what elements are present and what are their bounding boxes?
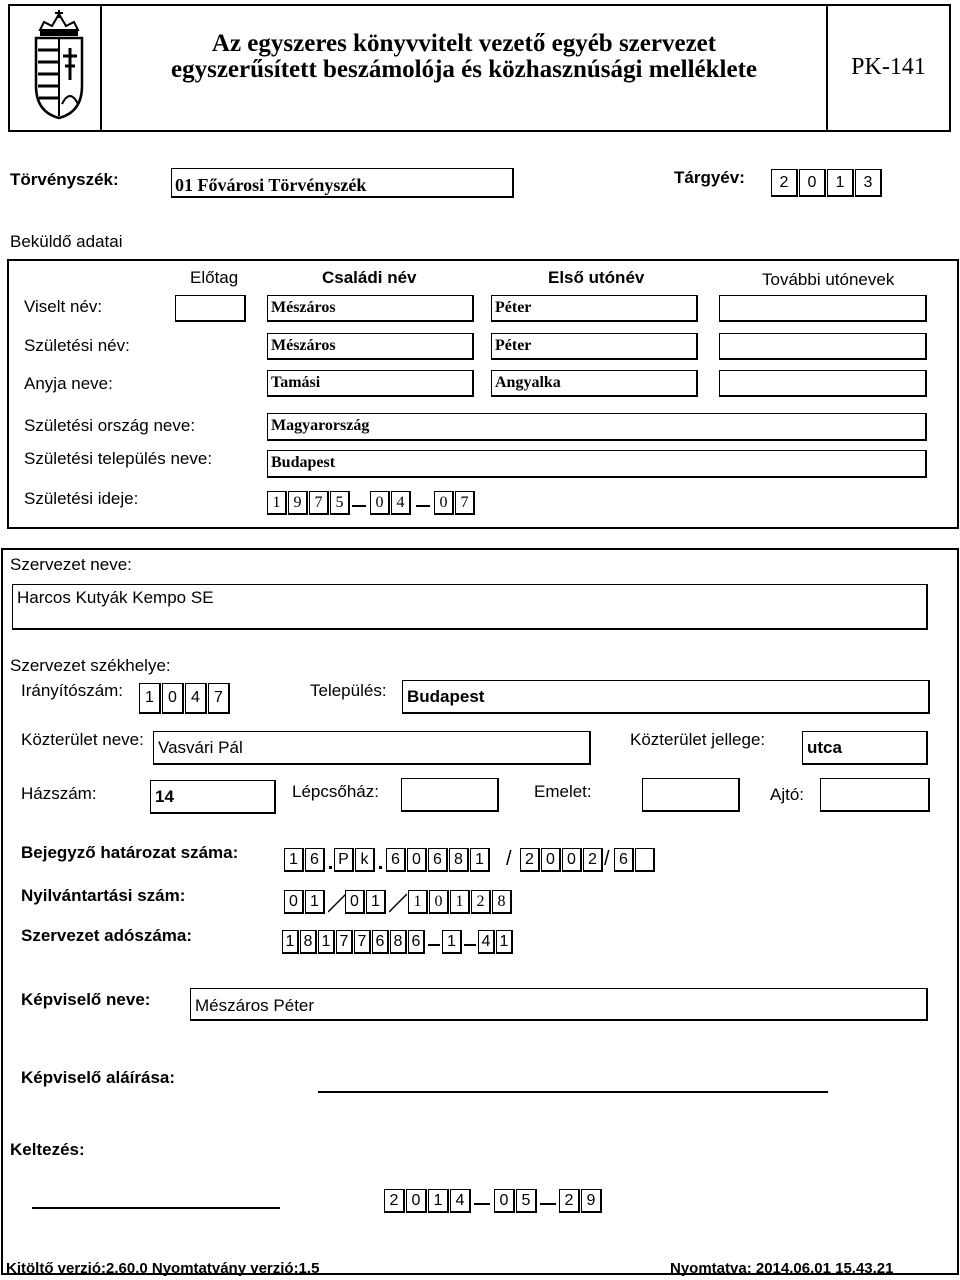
- birth-name-family-field[interactable]: Mészáros: [267, 333, 474, 360]
- slash-separator: /: [506, 848, 512, 870]
- digit-cell[interactable]: 6: [614, 848, 634, 872]
- digit-cell[interactable]: 1: [450, 890, 470, 914]
- street-label: Közterület neve:: [21, 730, 144, 749]
- digit-cell[interactable]: P: [334, 848, 354, 872]
- digit-cell[interactable]: 4: [478, 930, 495, 954]
- birth-city-field[interactable]: Budapest: [267, 450, 927, 478]
- digit-cell[interactable]: 6: [305, 848, 325, 872]
- signature-line: [318, 1091, 828, 1093]
- birth-day-cells: [434, 491, 476, 515]
- city-label: Település:: [310, 681, 387, 700]
- ruling-cells-e: [614, 848, 656, 872]
- digit-cell[interactable]: 4: [391, 491, 411, 515]
- birth-name-other-field[interactable]: [719, 333, 927, 360]
- digit-cell[interactable]: 8: [449, 848, 469, 872]
- place-line: [32, 1207, 280, 1209]
- dated-day-cells: [559, 1189, 603, 1213]
- digit-cell[interactable]: 2: [559, 1189, 580, 1213]
- representative-name-field[interactable]: Mészáros Péter: [190, 988, 928, 1021]
- tax-separator: [428, 944, 440, 946]
- mother-name-label: Anyja neve:: [24, 374, 113, 393]
- digit-cell[interactable]: 1: [496, 930, 513, 954]
- tax-cells-a: [282, 930, 426, 954]
- birth-year-cells: [267, 491, 351, 515]
- house-number-label: Házszám:: [21, 784, 97, 803]
- ruling-cells-b: [334, 848, 376, 872]
- digit-cell[interactable]: 2: [471, 890, 491, 914]
- floor-label: Emelet:: [534, 782, 592, 801]
- representative-signature-label: Képviselő aláírása:: [21, 1068, 176, 1087]
- sender-section-title: Beküldő adatai: [10, 232, 123, 251]
- digit-cell[interactable]: 1: [305, 890, 325, 914]
- door-field[interactable]: [820, 778, 930, 812]
- street-type-field[interactable]: utca: [802, 731, 928, 765]
- dated-month-cells: [494, 1189, 538, 1213]
- birth-country-label: Születési ország neve:: [24, 416, 196, 435]
- door-label: Ajtó:: [770, 785, 805, 804]
- date-separator: [416, 505, 430, 507]
- footer-version: Kitöltő verzió:2.60.0 Nyomtatvány verzió:1.5: [6, 1260, 320, 1277]
- dot-separator: [329, 866, 332, 869]
- org-name-label: Szervezet neve:: [10, 555, 132, 574]
- city-field[interactable]: Budapest: [402, 680, 930, 714]
- mother-name-family-field[interactable]: Tamási: [267, 370, 474, 397]
- digit-cell[interactable]: 4: [185, 683, 207, 714]
- digit-cell[interactable]: 0: [494, 1189, 515, 1213]
- digit-cell[interactable]: 5: [516, 1189, 537, 1213]
- digit-cell[interactable]: 7: [354, 930, 371, 954]
- date-separator: [474, 1203, 490, 1205]
- birth-date-label: Születési ideje:: [24, 489, 139, 508]
- digit-cell[interactable]: 0: [434, 491, 454, 515]
- digit-cell[interactable]: 1: [442, 930, 462, 954]
- tax-cells-b: [442, 930, 463, 954]
- digit-cell[interactable]: 6: [386, 848, 406, 872]
- digit-cell[interactable]: 8: [390, 930, 407, 954]
- dot-separator: [379, 866, 382, 869]
- birth-month-cells: [370, 491, 412, 515]
- birth-country-field[interactable]: Magyarország: [267, 413, 927, 441]
- digit-cell[interactable]: 7: [208, 683, 230, 714]
- col-prefix-header: Előtag: [190, 268, 239, 287]
- worn-name-family-field[interactable]: Mészáros: [267, 295, 474, 322]
- mother-name-other-field[interactable]: [719, 370, 927, 397]
- digit-cell[interactable]: 7: [455, 491, 475, 515]
- ruling-cells-d: [520, 848, 604, 872]
- col-other-header: További utónevek: [762, 270, 895, 289]
- tax-separator: [464, 944, 476, 946]
- digit-cell[interactable]: 1: [408, 890, 428, 914]
- date-separator: [540, 1203, 556, 1205]
- digit-cell[interactable]: 0: [345, 890, 365, 914]
- digit-cell[interactable]: 2: [520, 848, 540, 872]
- digit-cell[interactable]: 0: [370, 491, 390, 515]
- digit-cell[interactable]: 9: [581, 1189, 602, 1213]
- floor-field[interactable]: [642, 778, 740, 812]
- stairwell-label: Lépcsőház:: [292, 782, 379, 801]
- digit-cell[interactable]: 6: [408, 930, 425, 954]
- digit-cell[interactable]: k: [355, 848, 375, 872]
- reg-cells-b: [345, 890, 387, 914]
- digit-cell[interactable]: 0: [429, 890, 449, 914]
- tax-number-label: Szervezet adószáma:: [21, 926, 193, 945]
- digit-cell[interactable]: 0: [562, 848, 582, 872]
- digit-cell[interactable]: 1: [139, 683, 161, 714]
- year-label: Tárgyév:: [674, 168, 745, 187]
- dated-label: Keltezés:: [10, 1140, 85, 1159]
- org-name-field[interactable]: Harcos Kutyák Kempo SE: [12, 584, 928, 630]
- footer-printed: Nyomtatva: 2014.06.01 15.43.21: [670, 1260, 894, 1277]
- digit-cell[interactable]: 3: [855, 169, 882, 197]
- worn-name-other-field[interactable]: [719, 295, 927, 322]
- worn-name-first-field[interactable]: Péter: [491, 295, 698, 322]
- zip-cells: [139, 683, 231, 714]
- registration-number-label: Nyilvántartási szám:: [21, 886, 186, 905]
- form-title-line-2: egyszerűsített beszámolója és közhasznúsági melléklete: [171, 56, 757, 83]
- digit-cell[interactable]: 9: [288, 491, 308, 515]
- slash-separator: [328, 890, 346, 914]
- digit-cell[interactable]: 2: [583, 848, 603, 872]
- digit-cell[interactable]: [635, 848, 655, 872]
- birth-city-label: Születési település neve:: [24, 449, 213, 468]
- digit-cell[interactable]: 1: [827, 169, 854, 197]
- mother-name-first-field[interactable]: Angyalka: [491, 370, 698, 397]
- org-seat-label: Szervezet székhelye:: [10, 656, 171, 675]
- coat-of-arms-icon: [30, 8, 88, 120]
- dated-year-cells: [384, 1189, 472, 1213]
- digit-cell[interactable]: 0: [541, 848, 561, 872]
- digit-cell[interactable]: 0: [162, 683, 184, 714]
- digit-cell[interactable]: 7: [336, 930, 353, 954]
- worn-name-label: Viselt név:: [24, 297, 103, 316]
- digit-cell[interactable]: 7: [309, 491, 329, 515]
- house-number-field[interactable]: 14: [150, 780, 276, 814]
- digit-cell[interactable]: 1: [428, 1189, 449, 1213]
- digit-cell[interactable]: 5: [330, 491, 350, 515]
- birth-name-label: Születési név:: [24, 336, 130, 355]
- digit-cell[interactable]: 1: [282, 930, 299, 954]
- digit-cell[interactable]: 0: [799, 169, 826, 197]
- year-cells: [771, 169, 883, 197]
- digit-cell[interactable]: 0: [284, 890, 304, 914]
- ruling-cells-c: [386, 848, 491, 872]
- ruling-cells-a: [284, 848, 326, 872]
- digit-cell[interactable]: 1: [470, 848, 490, 872]
- col-family-header: Családi név: [322, 268, 417, 287]
- court-field[interactable]: 01 Fővárosi Törvényszék: [171, 168, 514, 198]
- worn-name-prefix-field[interactable]: [175, 295, 246, 322]
- digit-cell[interactable]: 4: [450, 1189, 471, 1213]
- zip-label: Irányítószám:: [21, 681, 124, 700]
- digit-cell[interactable]: 1: [366, 890, 386, 914]
- digit-cell[interactable]: 8: [492, 890, 512, 914]
- slash-separator: /: [604, 848, 610, 870]
- digit-cell[interactable]: 0: [406, 1189, 427, 1213]
- street-type-label: Közterület jellege:: [630, 730, 766, 749]
- date-separator: [352, 505, 366, 507]
- digit-cell[interactable]: 8: [300, 930, 317, 954]
- digit-cell[interactable]: 6: [428, 848, 448, 872]
- birth-name-first-field[interactable]: Péter: [491, 333, 698, 360]
- tax-cells-c: [478, 930, 514, 954]
- court-label: Törvényszék:: [10, 170, 119, 189]
- digit-cell[interactable]: 6: [372, 930, 389, 954]
- stairwell-field[interactable]: [401, 778, 499, 812]
- col-first-header: Első utónév: [548, 268, 645, 287]
- digit-cell[interactable]: 2: [771, 169, 798, 197]
- reg-cells-c: [408, 890, 513, 914]
- digit-cell[interactable]: 1: [318, 930, 335, 954]
- ruling-number-label: Bejegyző határozat száma:: [21, 843, 239, 862]
- digit-cell[interactable]: 1: [284, 848, 304, 872]
- form-title-line-1: Az egyszeres könyvvitelt vezető egyéb szervezet: [211, 30, 717, 57]
- slash-separator: [389, 890, 407, 914]
- street-field[interactable]: Vasvári Pál: [153, 731, 591, 765]
- digit-cell[interactable]: 0: [407, 848, 427, 872]
- digit-cell[interactable]: 1: [267, 491, 287, 515]
- digit-cell[interactable]: 2: [384, 1189, 405, 1213]
- representative-name-label: Képviselő neve:: [21, 990, 151, 1009]
- form-code: PK-141: [851, 54, 926, 80]
- reg-cells-a: [284, 890, 326, 914]
